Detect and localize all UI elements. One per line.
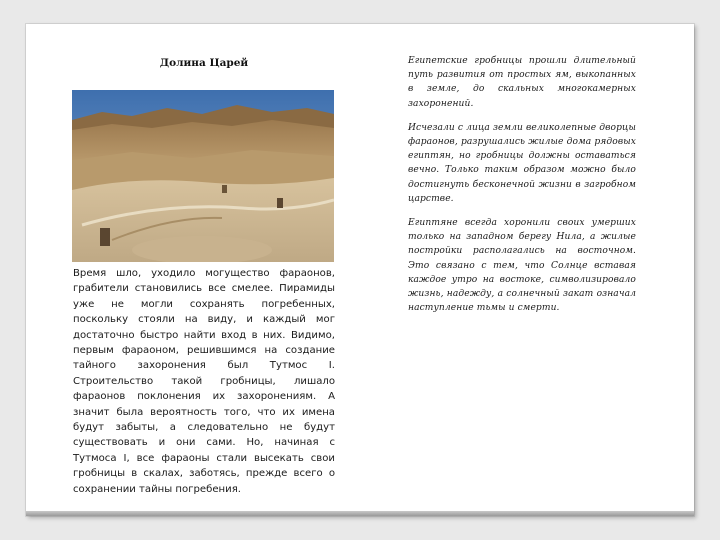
bottom-divider — [26, 511, 694, 516]
paragraph-tombs-development: Египетские гробницы прошли длительный путь развития от простых ям, выкопанных в земле, до скальных многокамерных захоронений. — [408, 56, 636, 109]
right-column — [408, 54, 636, 325]
slide-page — [26, 24, 694, 516]
main-text: Время шло, уходило могущество фараонов, грабители становились все смелее. Пирамиды уже не могли сохранять погребенных, поскольку стояли на виду, и каждый мог достаточно быстро найти вход в них. Видимо, первым фараоном, решившимся на создание тайного захоронения был Тутмос I. Строительство такой гробницы, лишало фараонов поклонения их захоронениям. А значит была вероятность того, что их имена будут забыты, а следовательно не будут существовать и они сами. Но, начиная с Тутмоса I, все фараоны стали высекать свои гробницы в скалах, заботясь, прежде всего о сохранении тайны погребения. — [73, 268, 335, 495]
document-title: Долина Царей — [159, 57, 249, 69]
paragraph-eternal-tombs: Исчезали с лица земли великолепные дворцы фараонов, разрушались жилые дома рядовых египтян, но гробницы должны оставаться вечно. Только таким образом можно было достигнуть бесконечной жизни в загробном царстве. — [408, 122, 636, 204]
landscape-image — [72, 90, 334, 262]
valley-of-kings-photo — [72, 90, 334, 262]
paragraph-west-bank: Египтяне всегда хоронили своих умерших только на западном берегу Нила, а жилые постройки располагались на восточном. Это связано с тем, что Солнце вставая каждое утро на востоке, символизировало жизнь, надежду, а солнечный закат означал наступление тьмы и смерти. — [408, 218, 636, 314]
